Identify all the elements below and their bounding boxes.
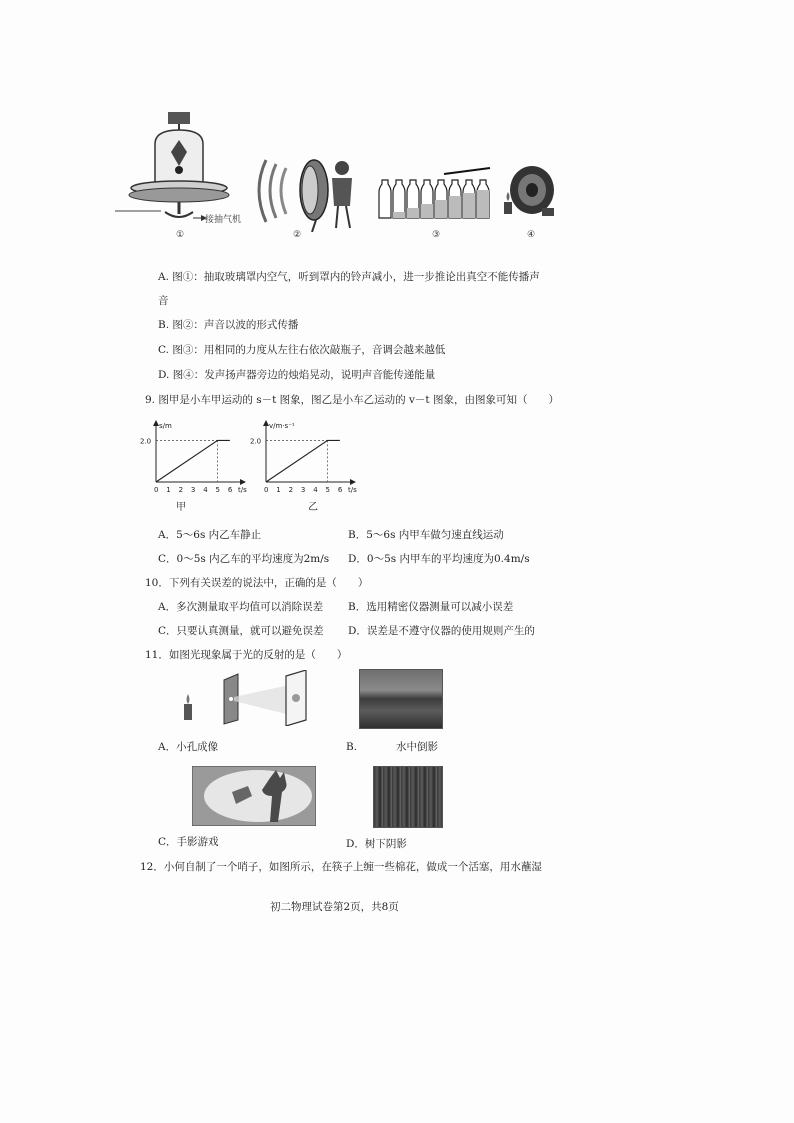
chart-yi xyxy=(248,418,370,518)
figure-label-2: ② xyxy=(293,230,302,240)
q8-option-a-line2: 音 xyxy=(158,295,169,307)
chart-jia xyxy=(138,418,260,518)
q10-option-c: C．只要认真测量，就可以避免误差 xyxy=(158,625,324,637)
pump-label: 接抽气机 xyxy=(205,215,242,225)
figure-bottles xyxy=(378,166,492,220)
q8-option-b: B. 图②：声音以波的形式传播 xyxy=(158,319,299,331)
figure-label-3: ③ xyxy=(432,230,441,240)
x-tick-label: 4 xyxy=(313,486,318,494)
q11-option-c: C．手影游戏 xyxy=(158,836,219,848)
q11-option-b-letter: B. xyxy=(346,741,358,753)
x-tick-label: 6 xyxy=(337,486,343,494)
q11-option-d: D．树下阴影 xyxy=(346,838,407,850)
q12-stem: 12．小何自制了一个哨子，如图所示，在筷子上缠一些棉花，做成一个活塞，用水蘸湿 xyxy=(140,861,542,873)
q9-option-b: B．5～6s 内甲车做匀速直线运动 xyxy=(348,529,504,541)
x-tick-label: 3 xyxy=(300,486,306,494)
x-tick-label: 2 xyxy=(288,486,294,494)
chart-name: 甲 xyxy=(176,502,186,513)
q9-option-c: C．0～5s 内乙车的平均速度为2m/s xyxy=(158,553,330,565)
q11-option-a: A．小孔成像 xyxy=(158,741,219,753)
page-footer: 初二物理试卷第2页，共8页 xyxy=(270,901,399,913)
y-tick-label: 2.0 xyxy=(140,437,152,446)
chart-name: 乙 xyxy=(308,502,318,513)
x-axis-arrow xyxy=(240,479,246,485)
q11-stem: 11．如图光现象属于光的反射的是（ ） xyxy=(145,649,348,661)
series-line xyxy=(266,440,340,482)
q10-option-b: B．选用精密仪器测量可以减小误差 xyxy=(348,601,514,613)
x-axis-arrow xyxy=(350,479,356,485)
q10-stem: 10．下列有关误差的说法中，正确的是（ ） xyxy=(145,577,369,589)
figure-drum-waves xyxy=(246,150,366,232)
photo-hand-shadow xyxy=(192,766,316,826)
y-tick-label: 2.0 xyxy=(250,437,262,446)
x-axis-label: t/s xyxy=(348,486,357,494)
x-tick-label: 3 xyxy=(190,486,196,494)
q9-stem: 9. 图甲是小车甲运动的 s－t 图象，图乙是小车乙运动的 v－t 图象，由图象可知（ ） xyxy=(145,394,559,406)
x-tick-label: 2 xyxy=(178,486,184,494)
q10-option-a: A．多次测量取平均值可以消除误差 xyxy=(158,601,324,613)
x-tick-label: 1 xyxy=(276,486,281,494)
x-tick-label: 5 xyxy=(325,486,331,494)
figure-speaker-candle xyxy=(502,164,558,220)
q10-option-d: D．误差是不遵守仪器的使用规则产生的 xyxy=(348,625,535,637)
y-axis-label: v/m·s⁻¹ xyxy=(269,422,295,430)
figure-label-4: ④ xyxy=(527,230,536,240)
y-axis-label: s/m xyxy=(159,422,172,430)
x-tick-label: 6 xyxy=(227,486,233,494)
photo-tree-shadow xyxy=(373,766,443,828)
q8-option-c: C. 图③：用相同的力度从左往右依次敲瓶子，音调会越来越低 xyxy=(158,344,446,356)
x-tick-label: 0 xyxy=(154,486,159,494)
x-tick-label: 0 xyxy=(264,486,269,494)
q11-option-b-text: 水中倒影 xyxy=(396,741,438,753)
q9-option-d: D．0～5s 内甲车的平均速度为0.4m/s xyxy=(348,553,530,565)
figure-label-1: ① xyxy=(176,230,185,240)
figure-pinhole xyxy=(182,670,314,726)
x-tick-label: 1 xyxy=(166,486,171,494)
x-tick-label: 5 xyxy=(215,486,221,494)
q8-option-a-line1: A. 图①：抽取玻璃罩内空气，听到罩内的铃声减小，进一步推论出真空不能传播声 xyxy=(158,271,540,283)
x-tick-label: 4 xyxy=(203,486,208,494)
q9-option-a: A．5～6s 内乙车静止 xyxy=(158,529,262,541)
photo-water-reflection xyxy=(359,669,443,729)
q8-option-d: D. 图④：发声扬声器旁边的烛焰晃动，说明声音能传递能量 xyxy=(158,369,436,381)
series-line xyxy=(156,440,230,482)
x-axis-label: t/s xyxy=(238,486,247,494)
